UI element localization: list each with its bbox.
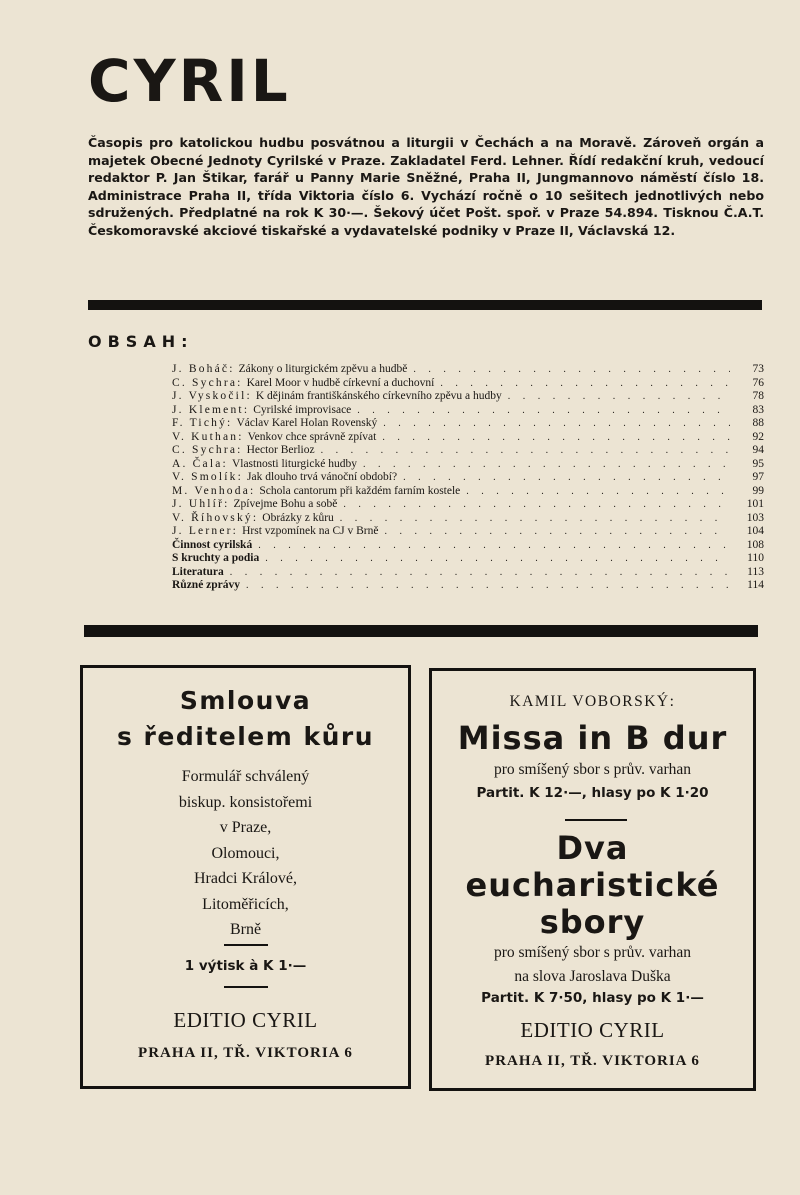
ad-work2-price: Partit. K 7·50, hlasy po K 1·— — [481, 990, 704, 1006]
toc-entry — [172, 539, 764, 553]
divider-top — [88, 300, 762, 310]
toc-entry-title: Zpívejme Bohu a sobě — [233, 498, 338, 510]
ad-contract-price: 1 výtisk à K 1·— — [184, 958, 307, 974]
toc-entry-page: 101 — [746, 498, 764, 510]
toc-entry-leader — [343, 498, 730, 512]
toc-entry-author: C. Sychra: — [172, 444, 243, 456]
divider-bottom — [84, 625, 758, 637]
toc-entry-title: Literatura — [172, 565, 224, 578]
toc-entry-leader — [466, 485, 730, 499]
ad-work2-title — [432, 830, 753, 941]
toc-entry-title: Hrst vzpomínek na CJ v Brně — [242, 525, 379, 537]
toc-entry-leader — [382, 431, 730, 445]
toc-entry-leader — [384, 525, 730, 539]
toc-entry-leader — [383, 417, 730, 431]
ad-contract-publisher: EDITIO CYRIL — [173, 1008, 318, 1032]
toc-entry-leader — [265, 552, 730, 566]
toc-entry — [172, 525, 764, 539]
toc-entry-page: 113 — [747, 565, 764, 578]
toc-entry — [172, 498, 764, 512]
ad-voborsky-publisher: EDITIO CYRIL — [520, 1018, 665, 1042]
ad-contract-body-line: Formulář schválený — [181, 768, 310, 785]
toc-entry — [172, 485, 764, 499]
toc-entry-leader — [413, 363, 730, 377]
toc-entry — [172, 404, 764, 418]
toc-entry — [172, 512, 764, 526]
toc-entry-leader — [246, 579, 730, 593]
toc-entry-title: Obrázky z kůru — [262, 511, 334, 524]
toc-entry-leader — [321, 444, 730, 458]
masthead-title: CYRIL — [88, 47, 291, 115]
toc-entry — [172, 458, 764, 472]
toc-entry-author: J. Vyskočil: — [172, 390, 252, 402]
ad-contract-rule — [224, 944, 268, 946]
ad-work2-title-line: eucharistické — [465, 866, 720, 904]
ad-contract-body-line: v Praze, — [219, 819, 272, 836]
toc-entry-title: Jak dlouho trvá vánoční období? — [247, 471, 398, 483]
ad-work1-subtitle: pro smíšený sbor s prův. varhan — [493, 761, 692, 778]
toc-entry — [172, 431, 764, 445]
toc-entry-title: Různé zprávy — [172, 579, 241, 591]
toc-entry-author: C. Sychra: — [172, 376, 243, 389]
ad-contract-body-line: Olomouci, — [211, 844, 280, 862]
toc-entry-leader — [258, 539, 730, 553]
toc-entry — [172, 417, 764, 431]
ad-contract-address: PRAHA II, TŘ. VIKTORIA 6 — [138, 1045, 353, 1061]
toc-entry-page: 76 — [752, 376, 764, 389]
toc-entry-title: K dějinám františkánského církevního zpěvu a hudby — [255, 390, 502, 402]
toc-entry-title: Činnost cyrilská — [172, 538, 253, 551]
toc-entry-page: 78 — [752, 390, 764, 402]
toc-entry-page: 104 — [746, 525, 764, 537]
ad-contract-body-line: Hradci Králové, — [193, 870, 298, 887]
toc-entry — [172, 566, 764, 580]
toc-entry-leader — [357, 404, 730, 418]
toc-entry-page: 73 — [752, 363, 764, 375]
toc-entry-title: Václav Karel Holan Rovenský — [236, 417, 378, 429]
toc-entry-title: Zákony o liturgickém zpěvu a hudbě — [238, 363, 408, 375]
toc-entry-page: 103 — [746, 511, 764, 524]
ad-box-voborsky — [429, 668, 756, 1091]
toc-entry-author: V. Kuthan: — [172, 430, 244, 443]
toc-entry-author: A. Čala: — [172, 457, 228, 470]
ad-box-contract — [80, 665, 411, 1089]
toc-entry-leader — [340, 512, 730, 526]
toc-entry-page: 92 — [752, 430, 764, 443]
toc-entry — [172, 377, 764, 391]
ad-contract-title-line2: s ředitelem kůru — [116, 722, 375, 751]
toc-entry-title: S kruchty a podia — [172, 552, 260, 564]
toc-entry-page: 99 — [752, 484, 764, 497]
toc-entry-author: J. Boháč: — [172, 363, 235, 375]
ad-work2-subtitle-line: na slova Jaroslava Duška — [514, 968, 671, 985]
toc-entry-page: 88 — [752, 417, 764, 429]
contents-heading: OBSAH: — [88, 332, 194, 351]
toc-entry-author: V. Smolík: — [172, 471, 243, 483]
toc-entry-author: F. Tichý: — [172, 417, 233, 429]
toc-entry-leader — [403, 471, 730, 485]
toc-entry-author: J. Lerner: — [172, 525, 239, 537]
toc-entry-title: Cyrilské improvisace — [253, 403, 352, 416]
toc-entry-author: M. Venhoda: — [172, 484, 256, 497]
ad-contract-body — [83, 764, 408, 943]
ad-work2-subtitle-line: pro smíšený sbor s prův. varhan — [493, 944, 692, 961]
ad-work1-price: Partit. K 12·—, hlasy po K 1·20 — [476, 785, 709, 801]
ad-contract-rule — [224, 986, 268, 988]
ad-work1-title: Missa in B dur — [457, 719, 728, 757]
table-of-contents — [172, 363, 764, 593]
intro-paragraph: Časopis pro katolickou hudbu posvátnou a liturgii v Čechách a na Moravě. Zároveň orgán a majetek Obecné Jednoty Cyrilské v Praze. Zakladatel Ferd. Lehner. Řídí redakční kruh, vedoucí redaktor P. Jan Štikar, farář u Panny Marie Sněžné, Praha II, Jungmannovo náměstí číslo 18. Administrace Praha II, třída Viktoria číslo 6. Vychází ročně o 10 sešitech jednotlivých nebo sdružených. Předplatné na rok K 30·—. Šekový účet Pošt. spoř. v Praze 54.894. Tisknou Č.A.T. Českomoravské akciové tiskařské a vydavatelské podniky v Praze II, Václavská 12. — [88, 135, 764, 238]
toc-entry-title: Vlastnosti liturgické hudby — [231, 457, 357, 470]
toc-entry-page: 114 — [747, 579, 764, 591]
toc-entry-title: Venkov chce správně zpívat — [247, 430, 377, 443]
toc-entry — [172, 471, 764, 485]
toc-entry-page: 97 — [752, 471, 764, 483]
toc-entry-author: J. Uhlíř: — [172, 498, 230, 510]
toc-entry — [172, 390, 764, 404]
ad-contract-title-line1: Smlouva — [179, 686, 312, 715]
ad-contract-body-line: Brně — [229, 921, 262, 938]
ad-work2-title-line: Dva — [556, 829, 629, 867]
toc-entry-leader — [440, 377, 730, 391]
toc-entry-leader — [508, 390, 730, 404]
toc-entry-author: V. Říhovský: — [172, 511, 259, 524]
toc-entry-page: 95 — [752, 457, 764, 470]
toc-entry-page: 94 — [752, 444, 764, 456]
toc-entry — [172, 444, 764, 458]
toc-entry-title: Hector Berlioz — [246, 444, 315, 456]
toc-entry-title: Schola cantorum při každém farním kostele — [259, 484, 461, 497]
toc-entry-page: 108 — [746, 538, 764, 551]
toc-entry — [172, 363, 764, 377]
toc-entry-author: J. Klement: — [172, 403, 250, 416]
toc-entry-title: Karel Moor v hudbě církevní a duchovní — [246, 376, 435, 389]
toc-entry — [172, 579, 764, 593]
toc-entry — [172, 552, 764, 566]
ad-contract-body-line: Litoměřicích, — [202, 895, 289, 913]
toc-entry-page: 110 — [747, 552, 764, 564]
ad-work2-title-line: sbory — [539, 903, 646, 941]
ad-work2-subtitle — [432, 941, 753, 989]
ad-contract-body-line: biskup. konsistořemi — [178, 793, 313, 811]
toc-entry-leader — [230, 566, 730, 580]
toc-entry-page: 83 — [752, 403, 764, 416]
ad-voborsky-address: PRAHA II, TŘ. VIKTORIA 6 — [485, 1053, 700, 1069]
ad-voborsky-rule — [565, 819, 627, 821]
toc-entry-leader — [363, 458, 730, 472]
ad-composer-name: KAMIL VOBORSKÝ: — [509, 693, 676, 710]
